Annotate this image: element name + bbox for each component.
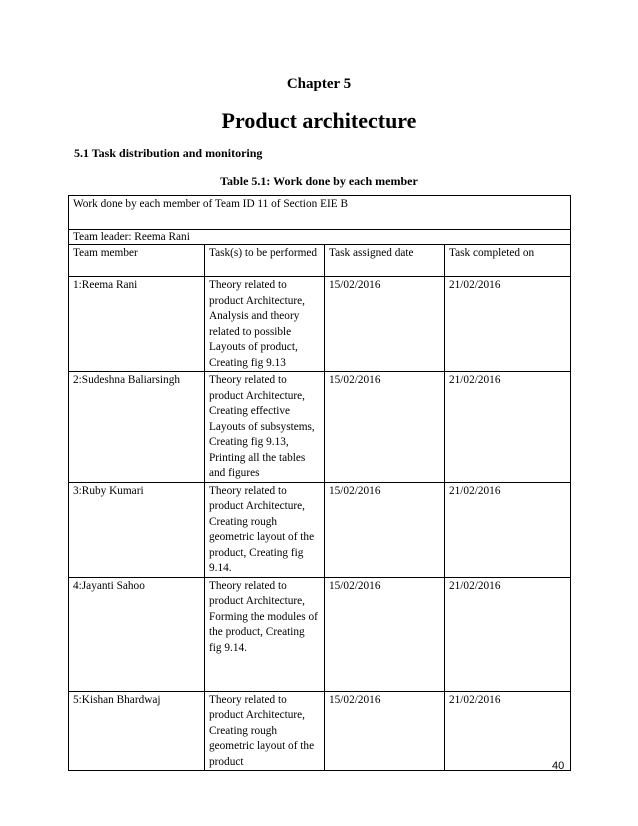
work-distribution-table (68, 195, 571, 771)
member-cell: 4:Jayanti Sahoo (69, 577, 205, 691)
member-cell: 5:Kishan Bhardwaj (69, 691, 205, 771)
section-heading: 5.1 Task distribution and monitoring (74, 146, 263, 160)
column-header-completed: Task completed on (445, 245, 571, 277)
member-cell: 2:Sudeshna Baliarsingh (69, 372, 205, 483)
team-leader-row (69, 230, 571, 245)
column-header-assigned: Task assigned date (325, 245, 445, 277)
page-number: 40 (552, 760, 565, 772)
column-header-task: Task(s) to be performed (205, 245, 325, 277)
column-header-member: Team member (69, 245, 205, 277)
page-title: Product architecture (221, 108, 417, 133)
chapter-heading: Chapter 5 (286, 76, 352, 92)
task-cell: Theory related to product Architecture, Creating effective Layouts of subsystems, Creating fig 9.13, Printing all the tables and figures (205, 372, 325, 483)
team-leader-cell: Team leader: Reema Rani (69, 230, 571, 245)
member-cell: 1:Reema Rani (69, 277, 205, 372)
table-row (69, 577, 571, 691)
assigned-date-cell: 15/02/2016 (325, 372, 445, 483)
assigned-date-cell: 15/02/2016 (325, 277, 445, 372)
table-header-row (69, 245, 571, 277)
table-note-row (69, 196, 571, 230)
task-cell: Theory related to product Architecture, Creating rough geometric layout of the product (205, 691, 325, 771)
assigned-date-cell: 15/02/2016 (325, 691, 445, 771)
table-row (69, 691, 571, 771)
table-row (69, 372, 571, 483)
table-row (69, 482, 571, 577)
member-cell: 3:Ruby Kumari (69, 482, 205, 577)
task-cell: Theory related to product Architecture, Analysis and theory related to possible Layouts of product, Creating fig 9.13 (205, 277, 325, 372)
assigned-date-cell: 15/02/2016 (325, 482, 445, 577)
completed-date-cell: 21/02/2016 (445, 577, 571, 691)
completed-date-cell: 21/02/2016 (445, 277, 571, 372)
table-row (69, 277, 571, 372)
completed-date-cell: 21/02/2016 (445, 372, 571, 483)
task-cell: Theory related to product Architecture, Forming the modules of the product, Creating fig 9.14. (205, 577, 325, 691)
assigned-date-cell: 15/02/2016 (325, 577, 445, 691)
table-note-cell: Work done by each member of Team ID 11 of Section EIE B (69, 196, 571, 230)
task-cell: Theory related to product Architecture, Creating rough geometric layout of the product, Creating fig 9.14. (205, 482, 325, 577)
table-caption: Table 5.1: Work done by each member (220, 174, 418, 188)
completed-date-cell: 21/02/2016 (445, 691, 571, 771)
completed-date-cell: 21/02/2016 (445, 482, 571, 577)
